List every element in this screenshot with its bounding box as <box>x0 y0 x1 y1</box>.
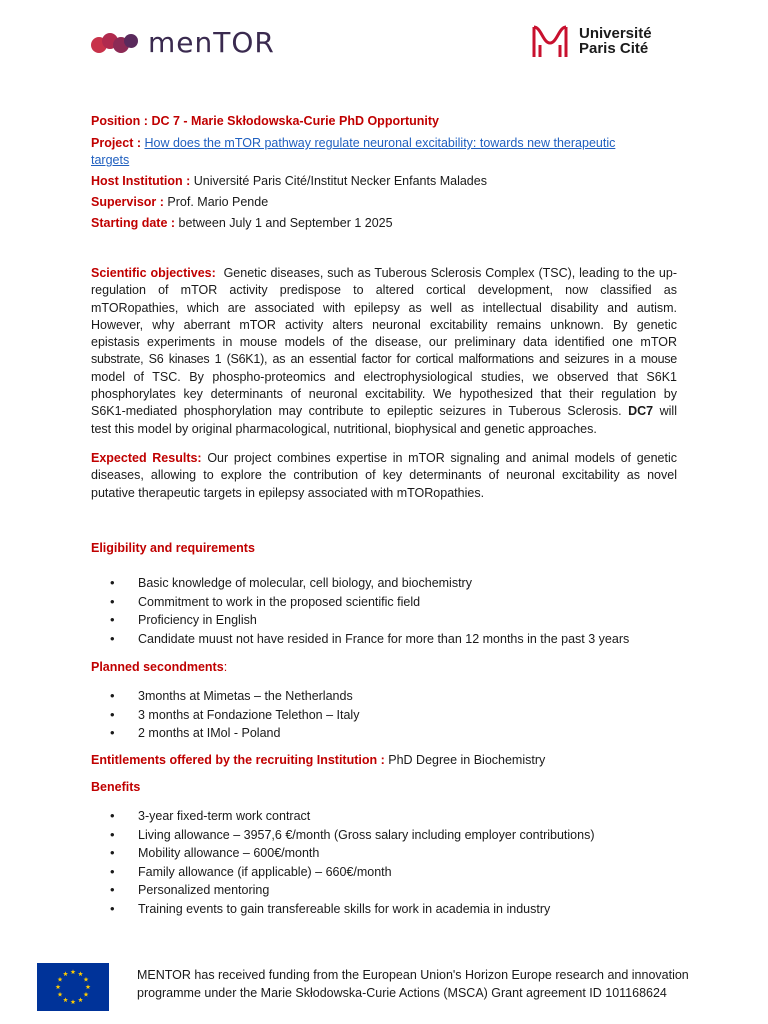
funding-notice-line2: programme under the Marie Skłodowska-Curie Actions (MSCA) Grant agreement ID 101168624 <box>137 986 667 1000</box>
objectives-line: model of TSC. By phospho-proteomics and electrophysiological studies, we observed that S6K1 <box>91 369 677 384</box>
list-item: • Commitment to work in the proposed scientific field <box>110 593 629 612</box>
host-line <box>91 174 487 189</box>
position-value: DC 7 - Marie Skłodowska-Curie PhD Opportunity <box>151 114 439 128</box>
mentor-logo-mark-icon <box>90 26 140 60</box>
list-item: • 3 months at Fondazione Telethon – Italy <box>110 706 359 725</box>
objectives-line: mTORopathies, which are associated with epilepsy as well as intellectual disability and autism. <box>91 300 677 315</box>
eu-star <box>63 997 68 1002</box>
dc7-bold: DC7 <box>628 404 654 419</box>
objectives-line: epistasis experiments in mouse models of the disease, our preliminary data identified one mTOR <box>91 335 677 350</box>
funding-notice-line1: MENTOR has received funding from the European Union's Horizon Europe research and innovation <box>137 968 689 982</box>
list-item: • Basic knowledge of molecular, cell biology, and biochemistry <box>110 574 629 593</box>
objectives-line: However, why aberrant mTOR activity alters neuronal excitability remains unknown. By genetic <box>91 317 677 332</box>
eu-star <box>78 971 83 976</box>
eu-star <box>71 999 76 1004</box>
eu-star <box>84 992 89 997</box>
eu-star <box>78 997 83 1002</box>
universite-paris-cite-logo <box>531 23 671 63</box>
list-item: • Mobility allowance – 600€/month <box>110 844 595 863</box>
objectives-line: test this model by original pharmacological, nutritional, biophysical and genetic approaches. <box>91 421 597 436</box>
universite-emblem-icon <box>531 23 571 59</box>
project-label: Project : <box>91 136 142 150</box>
host-label: Host Institution : <box>91 174 191 188</box>
project-link[interactable]: How does the mTOR pathway regulate neuronal excitability: towards new therapeutic <box>144 136 616 150</box>
eu-stars-icon <box>37 963 109 1011</box>
results-label: Expected Results: <box>91 451 202 465</box>
supervisor-line <box>91 195 268 210</box>
starting-date-label: Starting date : <box>91 216 176 230</box>
mentor-logo-text: menTOR <box>148 26 275 59</box>
objectives-line: phosphorylates key determinants of neuronal excitability. We hypothesized that their regulation by <box>91 387 677 402</box>
results-line: diseases, allowing to explore the contribution of key determinants of neuronal excitability as novel <box>91 468 677 483</box>
objectives-line: S6K1-mediated phosphorylation may contribute to epileptic seizures in Tuberous Sclerosis. DC7 will <box>91 404 677 419</box>
eligibility-list <box>110 574 629 648</box>
eu-star <box>84 977 89 982</box>
benefits-heading: Benefits <box>91 780 141 794</box>
list-item: • Living allowance – 3957,6 €/month (Gross salary including employer contributions) <box>110 826 595 845</box>
university-name-line1: Université <box>579 25 652 42</box>
objectives-line: regulation of mTOR activity predispose to altered cortical development, now classified as <box>91 283 677 298</box>
eu-star <box>86 984 91 989</box>
expected-results <box>91 450 677 502</box>
entitlements-label: Entitlements offered by the recruiting Institution : <box>91 753 385 767</box>
eu-star <box>63 971 68 976</box>
starting-date-line <box>91 216 393 231</box>
results-line: Expected Results: Our project combines expertise in mTOR signaling and animal models of genetic <box>91 451 678 465</box>
list-item: • Proficiency in English <box>110 611 629 630</box>
list-item: • 2 months at IMol - Poland <box>110 724 359 743</box>
university-name-line2: Paris Cité <box>579 40 649 57</box>
eu-star <box>56 984 61 989</box>
list-item: • Training events to gain transfereable skills for work in academia in industry <box>110 900 595 919</box>
scientific-objectives <box>91 265 677 438</box>
project-link-continued[interactable]: targets <box>91 153 130 167</box>
benefits-list <box>110 807 595 918</box>
list-item: • Candidate muust not have resided in France for more than 12 months in the past 3 years <box>110 630 629 649</box>
objectives-line: substrate, S6 kinases 1 (S6K1), as an essential factor for cortical malformations and seizures in a mouse <box>91 352 677 367</box>
mentor-logo <box>90 26 280 60</box>
eligibility-heading: Eligibility and requirements <box>91 541 255 555</box>
supervisor-label: Supervisor : <box>91 195 164 209</box>
list-item: • 3months at Mimetas – the Netherlands <box>110 687 359 706</box>
eu-star <box>58 977 63 982</box>
objectives-line: Scientific objectives: Genetic diseases, such as Tuberous Sclerosis Complex (TSC), leading to the up- <box>91 266 677 280</box>
starting-date-value: between July 1 and September 1 2025 <box>178 216 393 230</box>
position-line <box>91 114 439 129</box>
eu-star <box>71 969 76 974</box>
supervisor-value: Prof. Mario Pende <box>167 195 269 209</box>
position-label: Position : <box>91 114 148 128</box>
list-item: • 3-year fixed-term work contract <box>110 807 595 826</box>
project-line-2 <box>91 153 129 168</box>
objectives-label: Scientific objectives: <box>91 266 216 280</box>
results-line: putative therapeutic targets in epilepsy associated with mTORopathies. <box>91 485 485 500</box>
list-item: • Personalized mentoring <box>110 881 595 900</box>
secondments-heading: Planned secondments: <box>91 660 228 674</box>
entitlements-line <box>91 753 545 768</box>
secondments-list <box>110 687 359 743</box>
eu-flag <box>37 963 109 1011</box>
eu-star <box>58 992 63 997</box>
project-line <box>91 136 615 151</box>
list-item: • Family allowance (if applicable) – 660€/month <box>110 863 595 882</box>
entitlements-value: PhD Degree in Biochemistry <box>388 753 546 767</box>
host-value: Université Paris Cité/Institut Necker Enfants Malades <box>193 174 487 188</box>
